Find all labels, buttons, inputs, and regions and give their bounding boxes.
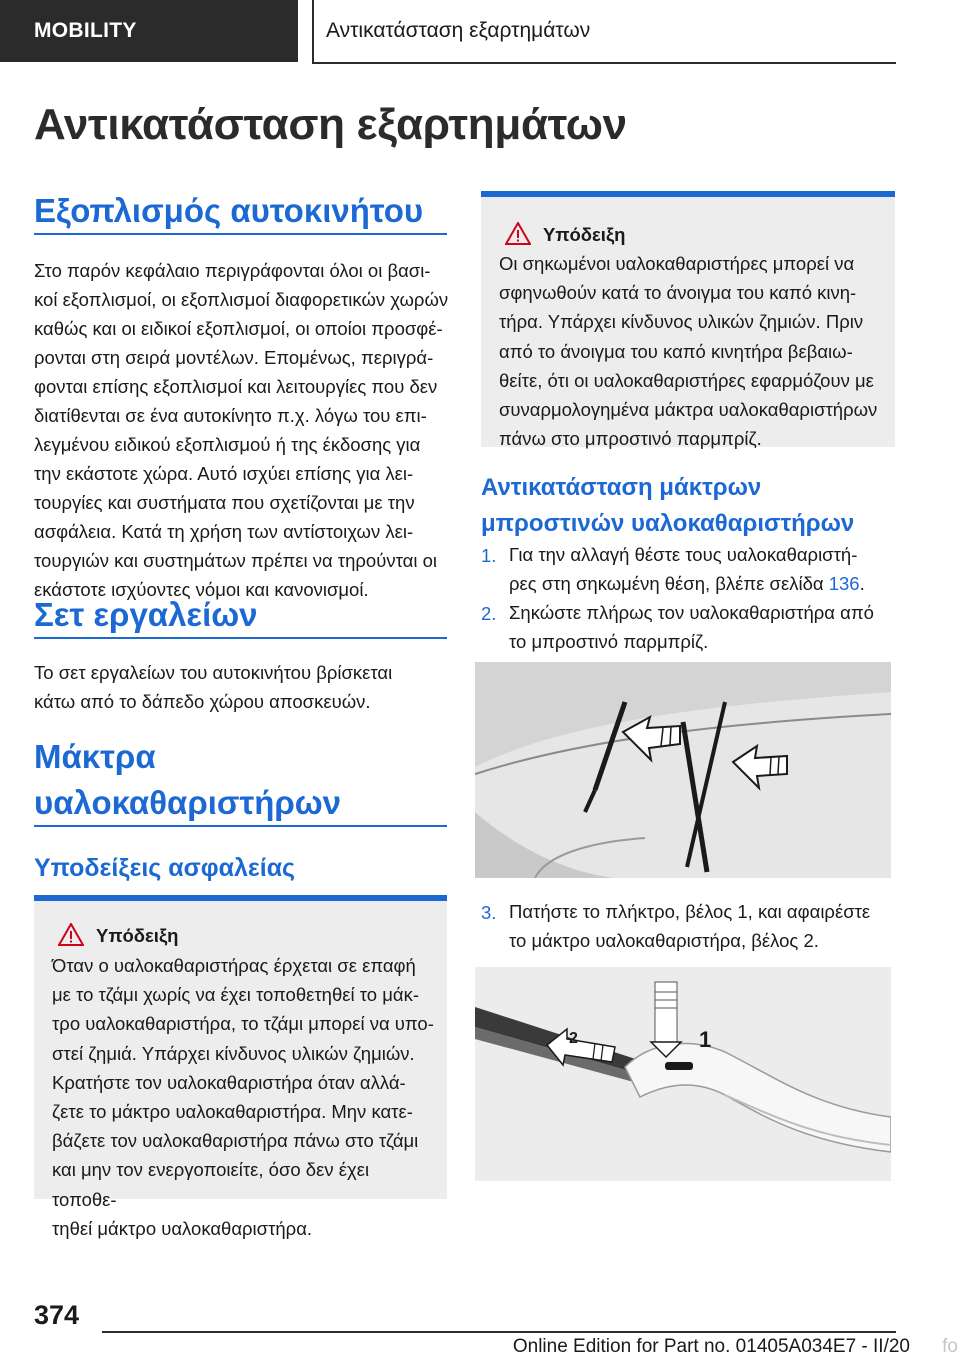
heading-wiper-blades: Μάκτρα υαλοκαθαριστήρων [34,738,342,821]
page-link[interactable]: 136 [828,573,860,594]
equipment-text: Στο παρόν κεφάλαιο περιγράφονται όλοι οι βασι- κοί εξοπλισμοί, οι εξοπλισμοί διαφορετικών χωρών καθώς και οι ειδικοί εξοπλισμοί, οι οποίοι προσφέ- ρονται στη σειρά μοντέλων. Επομένως, περιγρά- φονται επίσης εξοπλισμοί και λειτουργίες που δεν διατίθενται σε ένα αυτοκίνητο π.χ. λόγω του επι- λεγμένου ειδικού εξοπλισμού ή της έκδοσης για την εκάστοτε χώρα. Αυτό ισχύει επίσης για λει- τουργίες και συστήματα που σχετίζονται με την ασφάλεια. Κατά τη χρήση των αντίστοιχων λει- τουργιών και συστημάτων πρέπει να τηρούνται οι εκάστοτε ισχύοντες νόμοι και κανονισμοί. [34,260,449,600]
note-text: Οι σηκωμένοι υαλοκαθαριστήρες μπορεί να σφηνωθούν κατά το άνοιγμα του καπό κινη- τήρα. Υπάρχει κίνδυνος υλικών ζημιών. Πριν από το άνοιγμα του καπό κινητήρα βεβαιω- θείτε, ότι οι υαλοκαθαριστήρες εφαρμόζουν με συναρμολογημένα μάκτρα υαλοκαθαριστήρων πάνω στο μπροστινό παρμπρίζ. [499,253,878,450]
heading-rule [34,637,447,639]
page-title: Αντικατάσταση εξαρτημάτων [34,100,627,149]
step-text: Σηκώστε πλήρως τον υαλοκαθαριστήρα από το μπροστινό παρμπρίζ. [509,602,874,652]
step-text: Πατήστε το πλήκτρο, βέλος 1, και αφαιρέστε το μάκτρο υαλοκαθαριστήρα, βέλος 2. [509,901,871,951]
warning-icon [505,222,531,245]
arrow-label-1: 1 [699,1027,712,1052]
header-rule [312,62,896,64]
wiper-blade-release-figure [475,967,891,1181]
heading-replace-blades: Αντικατάσταση μάκτρων μπροστινών υαλοκαθαριστήρων [481,474,855,537]
hood-note-box [481,191,895,450]
watermark-fragment: fo [942,1336,958,1357]
heading-equipment: Εξοπλισμός αυτοκινήτου [34,192,424,229]
step-number: 3. [481,902,497,923]
heading-safety: Υποδείξεις ασφαλείας [34,854,296,882]
note-top-bar [34,895,447,901]
safety-note-box [34,895,447,1239]
note-top-bar [481,191,895,197]
windshield-illustration [475,662,891,878]
step-number: 2. [481,603,497,624]
section-tab: MOBILITY [0,0,298,62]
note-label: Υπόδειξη [96,925,179,946]
step-number: 1. [481,545,497,566]
footer-rule [102,1331,896,1333]
warning-icon [58,923,84,946]
page-number: 374 [34,1300,80,1330]
header-divider [312,0,314,64]
arrow-label-2: 2 [569,1030,578,1047]
heading-rule [34,825,447,827]
edition-text: Online Edition for Part no. 01405A034E7 - II/20 [512,1336,910,1357]
note-text: Όταν ο υαλοκαθαριστήρας έρχεται σε επαφή με το τζάμι χωρίς να έχει τοποθετηθεί το μάκ- τρο υαλοκαθαριστήρα, το τζάμι μπορεί να υπο- στεί ζημιά. Υπάρχει κίνδυνος υλικών ζημιών. Κρατήστε τον υαλοκαθαριστήρα όταν αλλά- ζετε το μάκτρο υαλοκαθαριστήρα. Μην κατε- βάζετε τον υαλοκαθαριστήρα πάνω στο τζάμι και μην τον ενεργοποιείτε, όσο δεν έχει τοποθε- τηθεί μάκτρο υαλοκαθαριστήρα. [52,955,434,1239]
toolkit-text: Το σετ εργαλείων του αυτοκινήτου βρίσκεται κάτω από το δάπεδο χώρου αποσκευών. [34,662,393,712]
step-text: Για την αλλαγή θέστε τους υαλοκαθαριστή- ρες στη σηκωμένη θέση, βλέπε σελίδα 136. [509,544,865,594]
heading-rule [34,233,447,235]
heading-toolkit: Σετ εργαλείων [34,596,258,633]
note-label: Υπόδειξη [543,224,626,245]
wiper-release-illustration [475,967,891,1181]
chapter-title: Αντικατάσταση εξαρτημάτων [326,19,591,42]
windshield-wipers-figure [475,662,891,878]
